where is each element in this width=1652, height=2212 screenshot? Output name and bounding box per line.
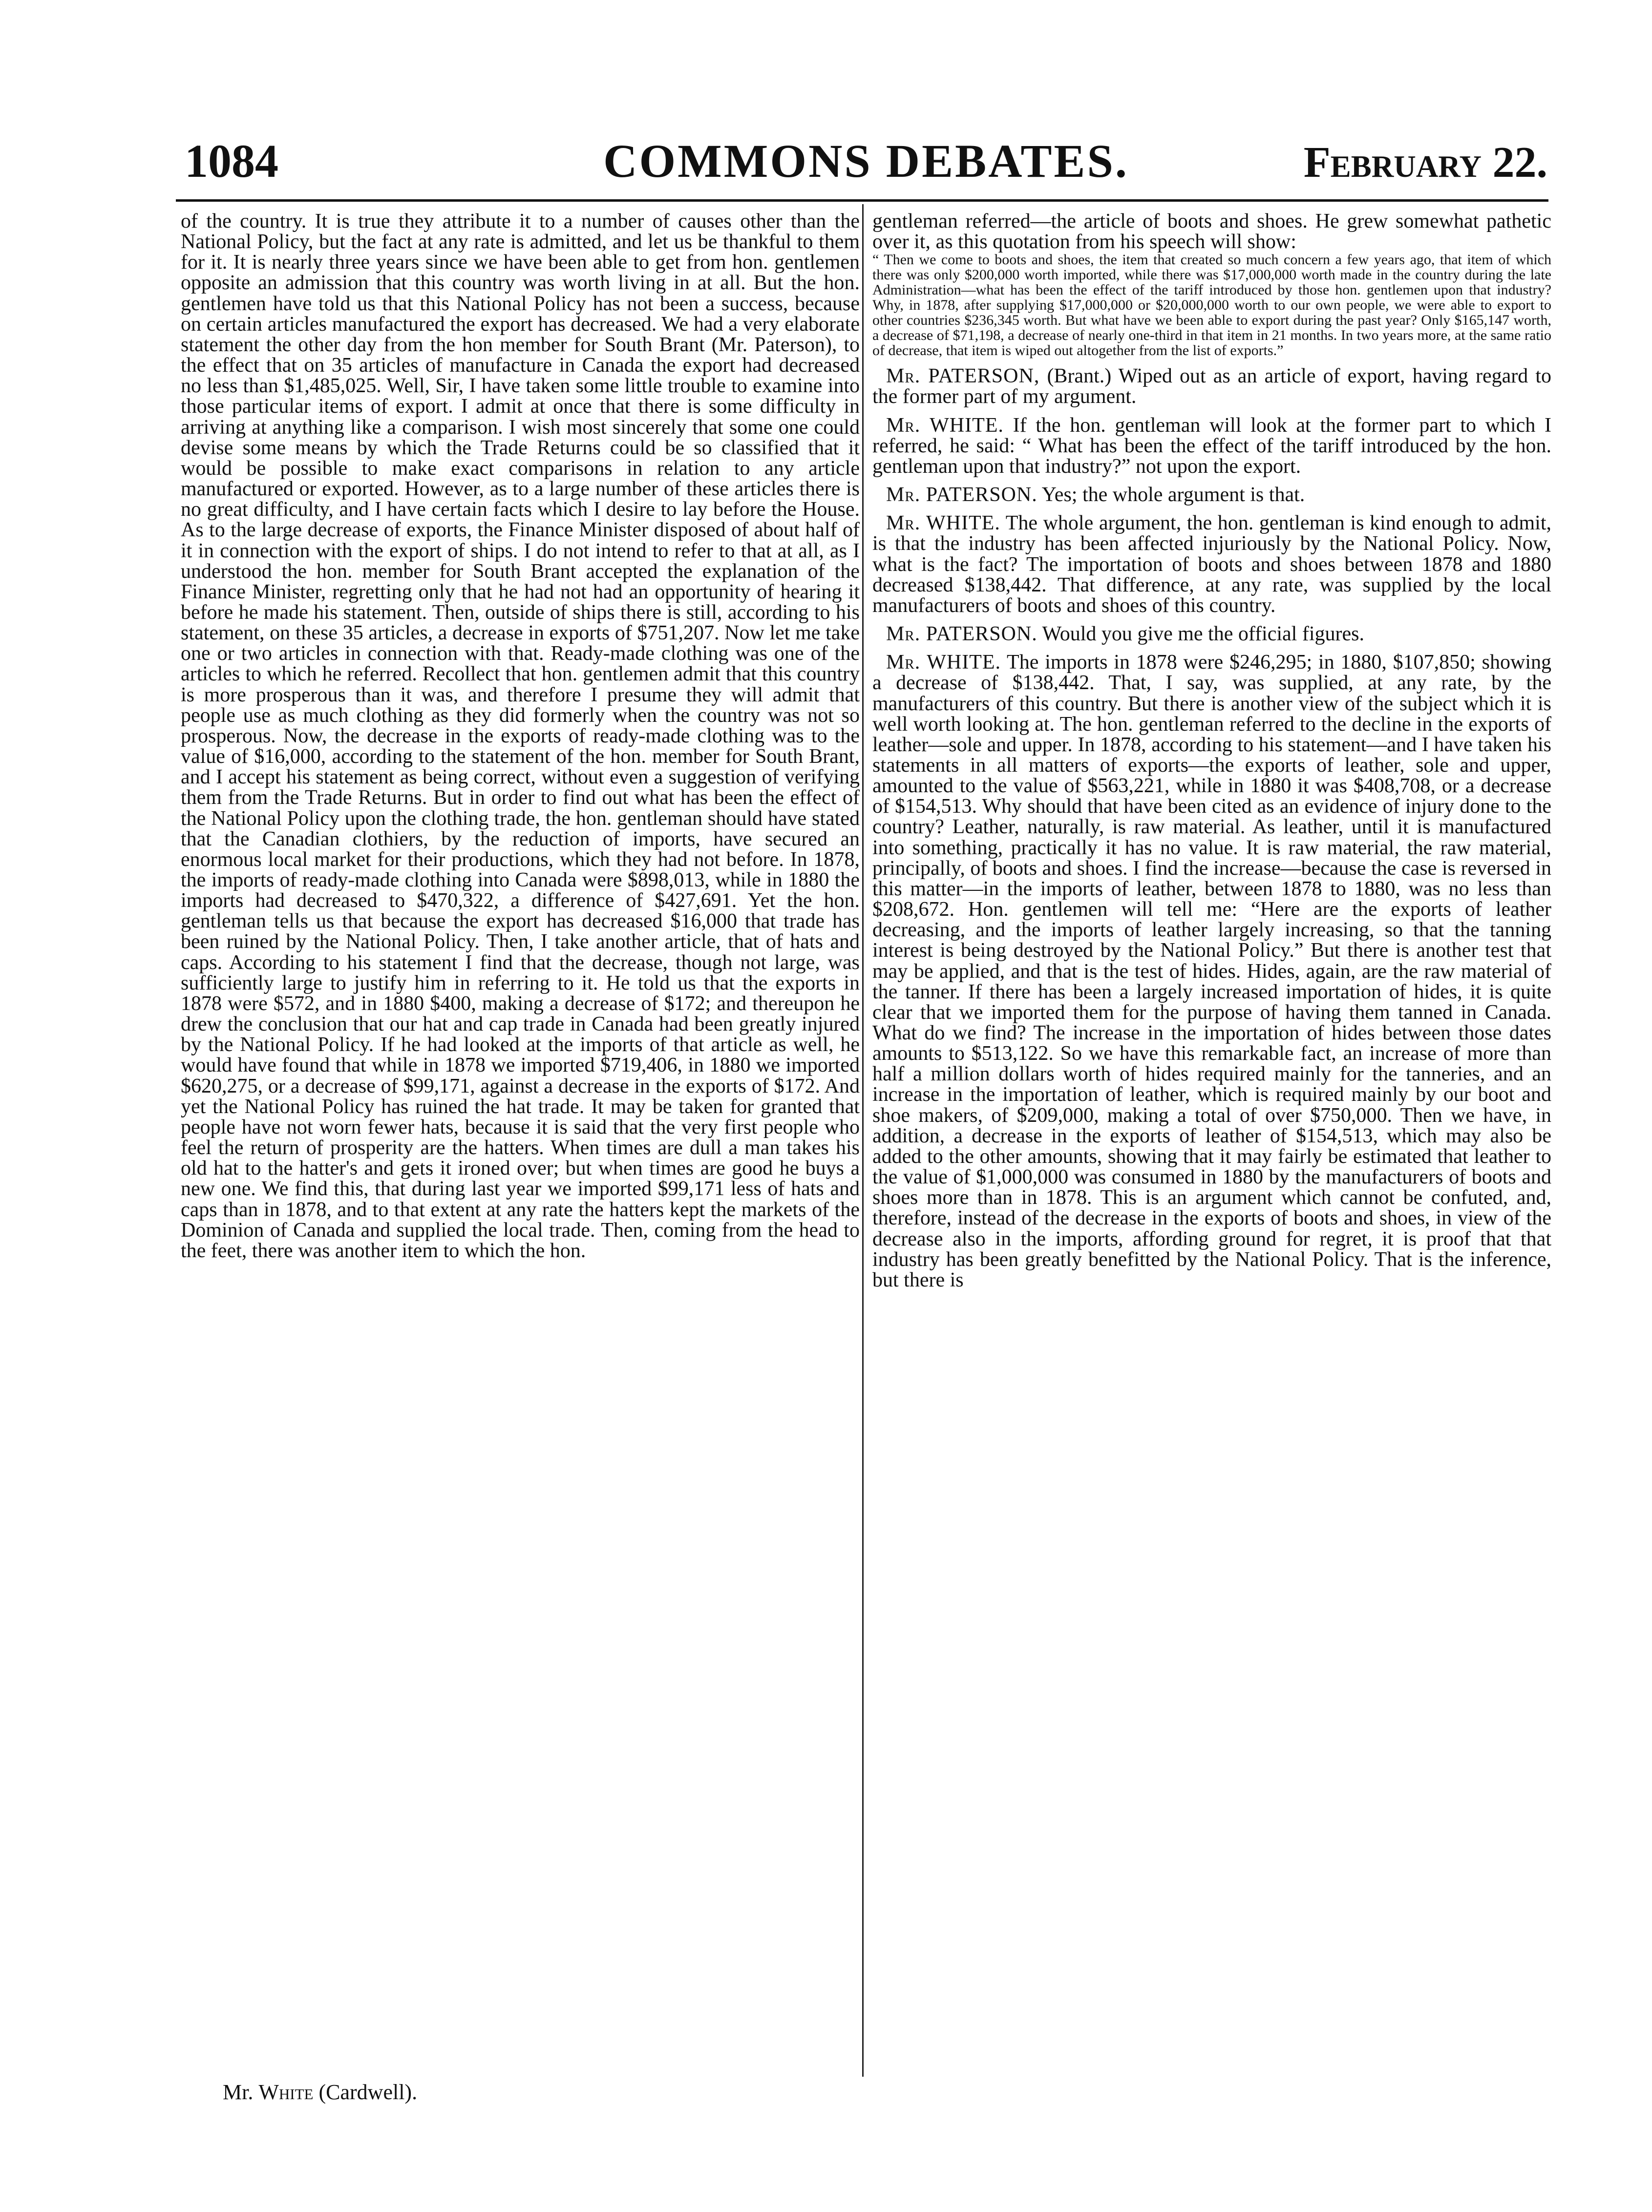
- speech-text: Would you give me the official figures.: [1042, 623, 1364, 646]
- quoted-speech: “ Then we come to boots and shoes, the item that created so much concern a few years ago, that item of which there was only $200,000 worth imported, while there was $17,000,000 worth made in the country during the late Administration—what has been the effect of the tariff introduced by those hon. gentlemen upon that industry? Why, in 1878, after supplying $17,000,000 or $20,000,000 worth to our own people, we were able to export to other countries $236,345 worth. But what have we been able to export during the past year? Only $165,147 worth, a decrease of $71,198, a decrease of nearly one-third in that item in 21 months. In two years more, at the same ratio of decrease, that item is wiped out altogether from the list of exports.”: [872, 252, 1551, 359]
- speech-paragraph: [872, 652, 1551, 1290]
- header-rule: [176, 199, 1548, 202]
- header-date: February 22.: [1303, 138, 1547, 187]
- speech-paragraph: [872, 513, 1551, 616]
- speech-paragraph: [872, 366, 1551, 407]
- right-column-intro: gentleman referred—the article of boots and shoes. He grew somewhat pathetic over it, as this quotation from his speech will show:: [872, 210, 1551, 253]
- speech-paragraph: [872, 415, 1551, 477]
- column-divider: [862, 204, 864, 2077]
- speaker-name: Mr. WHITE.: [886, 651, 1001, 674]
- page-header: [185, 121, 1547, 185]
- speech-text: (Brant.) Wiped out as an article of export, having regard to the former part of my argument.: [872, 365, 1552, 408]
- footer-prefix: Mr.: [223, 2080, 254, 2104]
- speech-paragraph: [872, 485, 1551, 505]
- speech-paragraph: [872, 624, 1551, 644]
- speech-text: The whole argument, the hon. gentleman is kind enough to admit, is that the industry has been affected injuriously by the National Policy. Now, what is the fact? The importation of boots and shoes between 1878 and 1880 decreased $138,442. That difference, at any rate, was supplied by the local manufacturers of boots and shoes of this country.: [872, 512, 1552, 617]
- speech-text: The imports in 1878 were $246,295; in 1880, $107,850; showing a decrease of $138,442. That, I say, was supplied, at any rate, by the manufacturers of this country. But there is another view of the subject which it is well worth looking at. The hon. gentleman referred to the decline in the exports of leather—sole and upper. In 1878, according to his statement—and I have taken his statements in all matters of exports—the exports of leather, sole and upper, amounted to the value of $563,221, while in 1880 it was $408,708, or a decrease of $154,513. Why should that have been cited as an evidence of injury done to the country? Leather, naturally, is raw material. As leather, until it is manufactured into something, practically it has no value. It is raw material, the raw material, principally, of boots and shoes. I find the increase—because the case is reversed in this matter—in the imports of leather, between 1878 to 1880, was no less than $208,672. Hon. gentlemen will tell me: “Here are the exports of leather decreasing, and the imports of leather largely increasing, so that the tanning interest is being destroyed by the National Policy.” But there is another test that may be applied, and that is the test of hides. Hides, again, are the raw material of the tanner. If there has been a largely increased importation of hides, it is quite clear that we imported them for the purpose of having them tanned in Canada. What do we find? The increase in the importation of hides between those dates amounts to $513,122. So we have this remarkable fact, an increase of more than half a million dollars worth of hides required mainly for the tanneries, and an increase in the importation of leather, which is required mainly by our boot and shoe makers, of $209,000, making a total of over $750,000. Then we have, in addition, a decrease in the exports of leather of $154,513, which may also be added to the other amounts, showing that it may fairly be estimated that leather to the value of $1,000,000 was consumed in 1880 by the manufacturers of boots and shoes more than in 1878. This is an argument which cannot be confuted, and, therefore, instead of the decrease in the exports of boots and shoes, in view of the decrease also in the imports, affording ground for regret, it is proof that that industry has been greatly benefitted by the National Policy. That is the inference, but there is: [872, 651, 1551, 1291]
- right-column: [872, 211, 1551, 1290]
- speech-text: If the hon. gentleman will look at the former part to which I referred, he said: “ What has been the effect of the tariff introduced by the hon. gentleman upon that industry?” not upon the export.: [872, 414, 1551, 478]
- speaker-name: Mr. WHITE.: [886, 512, 1000, 535]
- speech-text: Yes; the whole argument is that.: [1041, 484, 1305, 506]
- page-footer: [223, 2080, 417, 2105]
- speaker-name: Mr. PATERSON.: [886, 623, 1038, 646]
- speaker-name: Mr. PATERSON,: [886, 365, 1040, 388]
- speaker-name: Mr. WHITE.: [886, 414, 1004, 437]
- speaker-name: Mr. PATERSON.: [886, 484, 1038, 506]
- left-column: [181, 211, 860, 1261]
- page-number: 1084: [185, 135, 278, 187]
- left-column-paragraph: of the country. It is true they attribute it to a number of causes other than the National Policy, but the fact at any rate is admitted, and let us be thankful to them for it. It is nearly three years since we have been able to get from hon. gentlemen opposite an admission that this country was worth living in at all. But the hon. gentlemen have told us that this National Policy has not been a success, because on certain articles manufactured the export has decreased. We had a very elaborate statement the other day from the hon member for South Brant (Mr. Paterson), to the effect that on 35 articles of manufacture in Canada the export had decreased no less than $1,485,025. Well, Sir, I have taken some little trouble to examine into those particular items of export. I admit at once that there is some difficulty in arriving at anything like a comparison. I wish most sincerely that some one could devise some means by which the Trade Returns could be so classified that it would be possible to make exact comparisons in relation to any article manufactured or exported. However, as to a large number of these articles there is no great difficulty, and I have certain facts which I desire to lay before the House. As to the large decrease of exports, the Finance Minister disposed of about half of it in connection with the export of ships. I do not intend to refer to that at all, as I understood the hon. member for South Brant accepted the explanation of the Finance Minister, regretting only that he had not had an opportunity of hearing it before he made his statement. Then, outside of ships there is still, according to his statement, on these 35 articles, a decrease in exports of $751,207. Now let me take one or two articles in connection with that. Ready-made clothing was one of the articles to which he referred. Recollect that hon. gentlemen admit that this country is more prosperous than it was, and therefore I presume they will admit that people use as much clothing as they did formerly when the country was not so prosperous. Now, the decrease in the exports of ready-made clothing was to the value of $16,000, according to the statement of the hon. member for South Brant, and I accept his statement as being correct, without even a suggestion of verifying them from the Trade Returns. But in order to find out what has been the effect of the National Policy upon the clothing trade, the hon. gentleman should have stated that the Canadian clothiers, by the reduction of imports, have secured an enormous local market for their productions, which they had not before. In 1878, the imports of ready-made clothing into Canada were $898,013, while in 1880 the imports had decreased to $470,322, a difference of $427,691. Yet the hon. gentleman tells us that because the export has decreased $16,000 that trade has been ruined by the National Policy. Then, I take another article, that of hats and caps. According to his statement I find that the decrease, though not large, was sufficiently large to justify him in referring to it. He told us that the exports in 1878 were $572, and in 1880 $400, making a decrease of $172; and thereupon he drew the conclusion that our hat and cap trade in Canada had been greatly injured by the National Policy. If he had looked at the imports of that article as well, he would have found that while in 1878 we imported $719,406, in 1880 we imported $620,275, or a decrease of $99,171, against a decrease in the exports of $172. And yet the National Policy has ruined the hat trade. It may be taken for granted that people have not worn fewer hats, because it is said that the very first people who feel the return of prosperity are the hatters. When times are dull a man takes his old hat to the hatter's and gets it ironed over; but when times are good he buys a new one. We find this, that during last year we imported $99,171 less of hats and caps than in 1878, and to that extent at any rate the hatters kept the markets of the Dominion of Canada and supplied the local trade. Then, coming from the head to the feet, there was another item to which the hon.: [181, 210, 860, 1262]
- footer-riding: (Cardwell).: [318, 2080, 418, 2104]
- footer-speaker: White: [258, 2080, 314, 2104]
- publication-title: COMMONS DEBATES.: [603, 135, 1129, 187]
